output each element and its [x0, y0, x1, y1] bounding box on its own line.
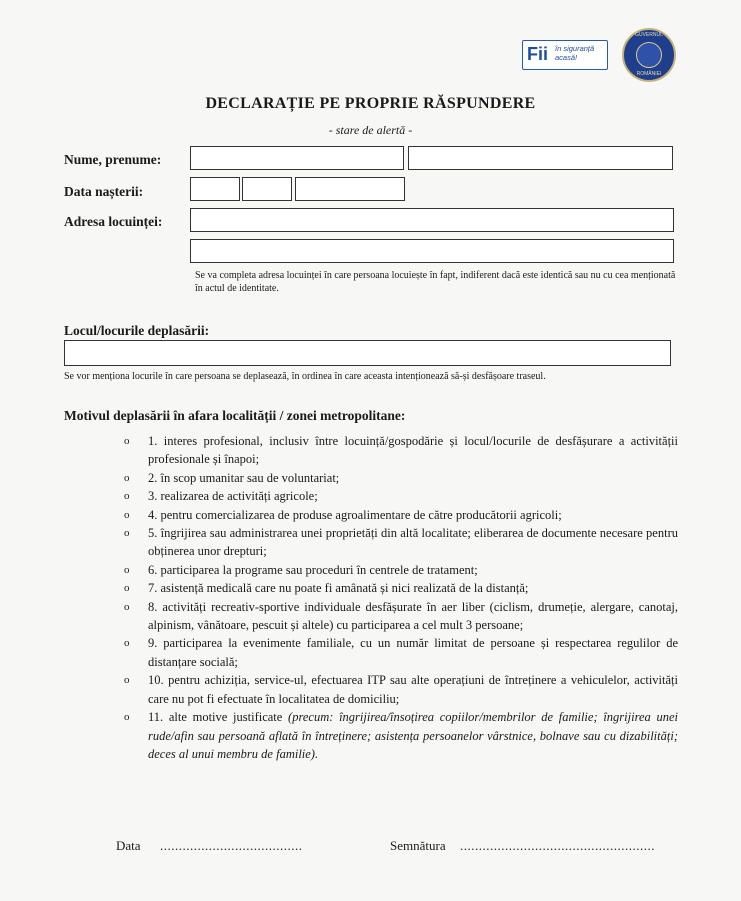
seal-text-top: GUVERNUL — [635, 32, 663, 38]
reason-text: 6. participarea la programe sau proceduri în centrele de tratament; — [148, 562, 478, 577]
reason-item[interactable] — [124, 469, 678, 487]
birth-date-label: Data nașterii: — [64, 184, 144, 199]
first-name-field[interactable] — [408, 146, 673, 170]
reason-bullet: o — [124, 435, 130, 447]
reason-item[interactable] — [124, 432, 678, 469]
reason-bullet: o — [124, 471, 130, 484]
date-line[interactable]: ...................................... — [160, 838, 303, 853]
signature-label: Semnătura — [390, 838, 446, 853]
reason-bullet: o — [124, 637, 130, 650]
reason-item[interactable] — [124, 671, 678, 708]
document-title: DECLARAȚIE PE PROPRIE RĂSPUNDERE — [205, 95, 536, 112]
reason-text: 5. îngrijirea sau administrarea unei proprietăți din altă localitate; eliberarea de documente necesare pentru obținerea unor drepturi; — [148, 526, 678, 559]
reason-text: 9. participarea la evenimente familiale, cu un număr limitat de persoane și respectarea regulilor de distanțare socială; — [148, 636, 678, 669]
reason-bullet: o — [124, 674, 130, 687]
address-label: Adresa locuinței: — [64, 214, 163, 229]
coat-of-arms-icon — [636, 42, 662, 68]
birth-year-field[interactable] — [295, 177, 405, 201]
reason-item[interactable] — [124, 487, 678, 505]
reason-text: 4. pentru comercializarea de produse agroalimentare de către producătorii agricoli; — [148, 507, 562, 522]
reason-text: 2. în scop umanitar sau de voluntariat; — [148, 470, 340, 485]
document-subtitle: - stare de alertă - — [328, 123, 413, 137]
birth-day-field[interactable] — [190, 177, 240, 201]
reason-item[interactable] — [124, 708, 678, 763]
address-field-line2[interactable] — [190, 239, 674, 263]
government-seal-icon — [622, 28, 676, 82]
fii-logo-text: Fii — [527, 44, 548, 64]
address-note: Se va completa adresa locuinței în care persoana locuiește în fapt, indiferent dacă este identică sau nu cu cea menționată în actul de identitate. — [195, 270, 676, 294]
reason-item[interactable] — [124, 561, 678, 579]
fii-in-siguranta-logo — [522, 40, 608, 70]
reason-item[interactable] — [124, 579, 678, 597]
reasons-list — [124, 432, 678, 763]
reason-text: 7. asistență medicală care nu poate fi amânată și nici realizată de la distanță; — [148, 581, 529, 596]
name-label: Nume, prenume: — [64, 152, 162, 167]
reason-item[interactable] — [124, 598, 678, 635]
reason-bullet: o — [124, 527, 130, 540]
reason-bullet: o — [124, 563, 130, 576]
fii-logo-tagline: în siguranță acasă! — [555, 44, 595, 62]
signature-line[interactable]: .................................................... — [460, 838, 655, 853]
locations-label: Locul/locurile deplasării: — [64, 323, 210, 338]
reason-item[interactable] — [124, 524, 678, 561]
reasons-title: Motivul deplasării în afara localității / zonei metropolitane: — [64, 408, 406, 423]
seal-text-bottom: ROMÂNIEI — [636, 71, 662, 77]
reason-text: 3. realizarea de activități agricole; — [148, 489, 318, 504]
date-label: Data — [116, 838, 141, 853]
reason-text: 8. activități recreativ-sportive individuale desfășurate în aer liber (ciclism, drumeție, alergare, canotaj, alpinism, vânătoare, pescuit și altele) cu participarea a cel mult 3 persoane; — [148, 599, 678, 633]
locations-field[interactable] — [64, 340, 671, 366]
reason-item[interactable] — [124, 634, 678, 671]
birth-month-field[interactable] — [242, 177, 292, 201]
reason-bullet: o — [124, 490, 130, 503]
reason-text-italic: (precum: îngrijirea/însoțirea copiilor/membrilor de familie; îngrijirea unei rude/afin sau persoană aflată în întreținere; asistența persoanelor vârstnice, bolnave sau cu dizabilități; deces al unui membru de familie). — [148, 710, 678, 761]
header-logos — [520, 28, 680, 84]
locations-note: Se vor menționa locurile în care persoana se deplasează, în ordinea în care aceasta intenționează să-și desfășoare traseul. — [64, 371, 546, 382]
reason-bullet: o — [124, 600, 130, 613]
address-field-line1[interactable] — [190, 208, 674, 232]
last-name-field[interactable] — [190, 146, 404, 170]
reason-item[interactable] — [124, 506, 678, 524]
reason-bullet: o — [124, 711, 130, 724]
reason-text: 1. interes profesional, inclusiv între locuință/gospodărie și locul/locurile de desfășurare a activității profesionale și înapoi; — [148, 434, 678, 467]
reason-bullet: o — [124, 508, 130, 521]
reason-text: 10. pentru achiziția, service-ul, efectuarea ITP sau alte operațiuni de întreținere a vehiculelor, activități care nu pot fi efectuate în localitatea de domiciliu; — [148, 673, 678, 706]
reason-bullet: o — [124, 582, 130, 595]
reason-text: 11. alte motive justificate — [148, 710, 283, 725]
